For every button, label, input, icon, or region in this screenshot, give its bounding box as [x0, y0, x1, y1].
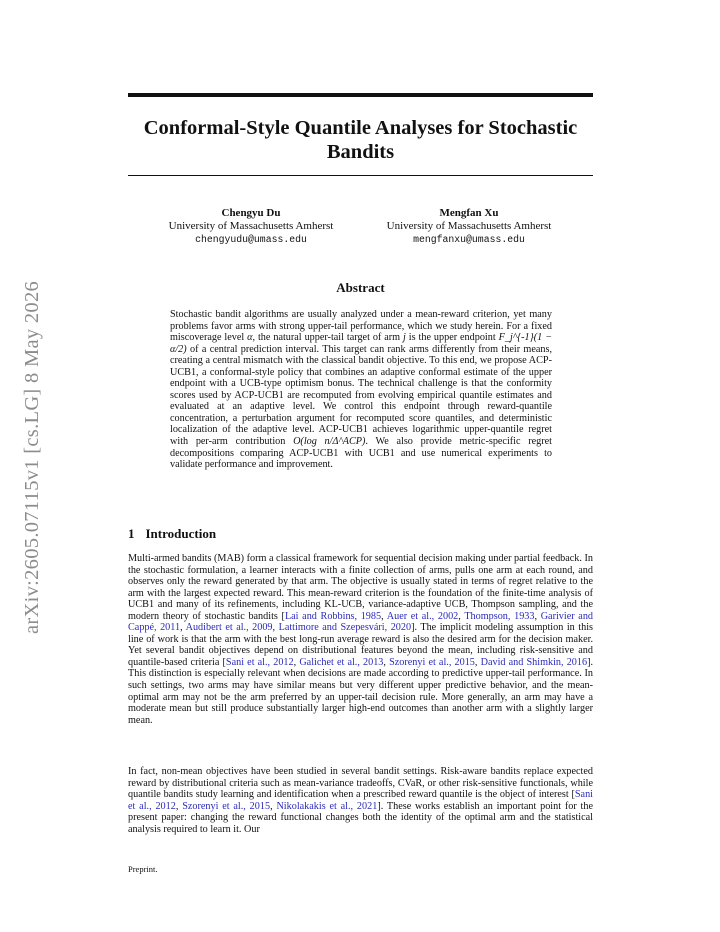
author-email[interactable]: mengfanxu@umass.edu — [413, 234, 525, 245]
math-j: j — [403, 332, 406, 344]
paragraph-text: , — [272, 622, 279, 634]
paragraph-text: ]. The implicit modeling assumption in this line of work is that the arm with the best long-run average reward is also the desired arm for the decision maker. Yet several bandit objectives depend on distributional features beyond the mean, including risk-sensitive and quantile-based criteria [ — [128, 622, 593, 668]
abstract-heading: Abstract — [336, 280, 385, 295]
citation-link[interactable]: Lai and Robbins, 1985 — [284, 610, 382, 622]
author-affiliation: University of Massachusetts Amherst — [168, 220, 334, 232]
paragraph-text: , — [175, 800, 183, 812]
intro-paragraph-1 — [128, 553, 593, 726]
citation-link[interactable]: Sani et al., 2012 — [128, 789, 593, 812]
citation-link[interactable]: Szorenyi et al., 2015 — [389, 656, 475, 668]
paragraph-text: , — [180, 622, 186, 634]
paragraph-text: ]. This distinction is especially relevant when decisions are made according to predictive upper-tail performance. In such settings, two arms may have similar means but very different upper predictive behavior, and the mean-optimal arm may not be the arm preferred by an upper-tail decision rule. More generally, an arm may have a moderate mean but still produce substantially larger high-end outcomes than another arm with a slightly larger mean. — [128, 656, 594, 726]
citation-link[interactable]: Audibert et al., 2009 — [185, 622, 273, 634]
author-email[interactable]: chengyudu@umass.edu — [195, 234, 307, 245]
paper-title: Conformal-Style Quantile Analyses for Stochastic Bandits — [143, 117, 578, 163]
section-heading — [128, 526, 216, 542]
abstract-text: , the natural upper-tail target of arm — [252, 332, 404, 344]
citation-link[interactable]: Szorenyi et al., 2015 — [182, 800, 271, 812]
section-number: 1 — [128, 526, 135, 541]
author-name: Chengyu Du — [221, 207, 281, 219]
arxiv-identifier-stamp — [20, 262, 46, 652]
section-title: Introduction — [145, 526, 217, 541]
abstract-text: is the upper endpoint — [405, 332, 499, 344]
citation-link[interactable]: Nikolakakis et al., 2021 — [276, 800, 378, 812]
author-block-2 — [378, 207, 560, 246]
title-top-rule — [128, 93, 593, 97]
author-name: Mengfan Xu — [439, 207, 499, 219]
abstract-text: Stochastic bandit algorithms are usually analyzed under a mean-reward criterion, yet many problems favor arms with strong upper-tail performance, which we study herein. For a fixed miscoverage level — [170, 309, 552, 344]
title-bottom-rule — [128, 175, 593, 176]
citation-link[interactable]: David and Shimkin, 2016 — [480, 656, 588, 668]
citation-link[interactable]: Auer et al., 2002 — [386, 610, 459, 622]
footer-note: Preprint. — [128, 864, 158, 874]
author-affiliation: University of Massachusetts Amherst — [386, 220, 552, 232]
paragraph-text: , — [381, 610, 387, 622]
math-order: O(log n/Δ^ACP) — [293, 436, 366, 448]
paragraph-text: , — [383, 656, 390, 668]
paragraph-text: , — [534, 610, 541, 622]
citation-link[interactable]: Lattimore and Szepesvári, 2020 — [278, 622, 412, 634]
paragraph-text: Multi-armed bandits (MAB) form a classical framework for sequential decision making under partial feedback. In the stochastic formulation, a learner interacts with a finite collection of arms, pulls one arm at each round, and observes only the reward generated by that arm. The objective is usually stated in terms of regret relative to the arm with the largest expected reward. This mean-reward criterion is the foundation of the finite-time analysis of UCB1 and many of its refinements, including KL-UCB, variance-adaptive UCB, Thompson sampling, and the modern theory of stochastic bandits [ — [128, 553, 593, 622]
paragraph-text: In fact, non-mean objectives have been studied in several bandit settings. Risk-aware bandits replace expected reward by distributional criteria such as mean-variance tradeoffs, CVaR, or other risk-sensitive functionals, while quantile bandits study learning and identification when a prescribed reward quantile is the object of interest [ — [128, 766, 593, 801]
abstract-text: . We also provide metric-specific regret decompositions comparing ACP-UCB1 with UCB1 and use numerical experiments to validate performance and improvement. — [170, 436, 552, 471]
paragraph-text: , — [458, 610, 465, 622]
math-endpoint: F_j^{-1}(1 − α/2) — [170, 332, 552, 355]
paragraph-text: , — [474, 656, 481, 668]
math-alpha: α — [247, 332, 253, 344]
citation-link[interactable]: Thompson, 1933 — [464, 610, 535, 622]
arxiv-id-text: arXiv:2605.07115v1 [cs.LG] 8 May 2026 — [21, 280, 44, 634]
abstract-text: of a central prediction interval. This target can rank arms differently from their means, creating a central mismatch with the classical bandit objective. To this end, we propose ACP-UCB1, a conformal-style policy that combines an adaptive conformal estimate of the upper endpoint with a UCB-type optimism bonus. The technical challenge is that the conformity scores used by ACP-UCB1 are recomputed from evolving empirical quantile estimates and evaluated at an adaptive level. We control this endpoint through reward-quantile concentration, a perturbation argument for recomputed score quantiles, and deterministic localization of the adaptive level. ACP-UCB1 achieves logarithmic upper-quantile regret with per-arm contribution — [170, 343, 552, 448]
intro-paragraph-2 — [128, 766, 593, 835]
citation-link[interactable]: Sani et al., 2012 — [225, 656, 294, 668]
citation-link[interactable]: Garivier and Cappé, 2011 — [128, 610, 594, 634]
paragraph-text: , — [293, 656, 300, 668]
paragraph-text: , — [270, 800, 277, 812]
paragraph-text: ]. These works establish an important point for the present paper: changing the reward functional changes both the identity of the optimal arm and the statistical analysis required to learn it. Our — [128, 800, 594, 835]
citation-link[interactable]: Galichet et al., 2013 — [299, 656, 384, 668]
abstract-body — [170, 309, 552, 471]
author-block-1 — [160, 207, 342, 246]
